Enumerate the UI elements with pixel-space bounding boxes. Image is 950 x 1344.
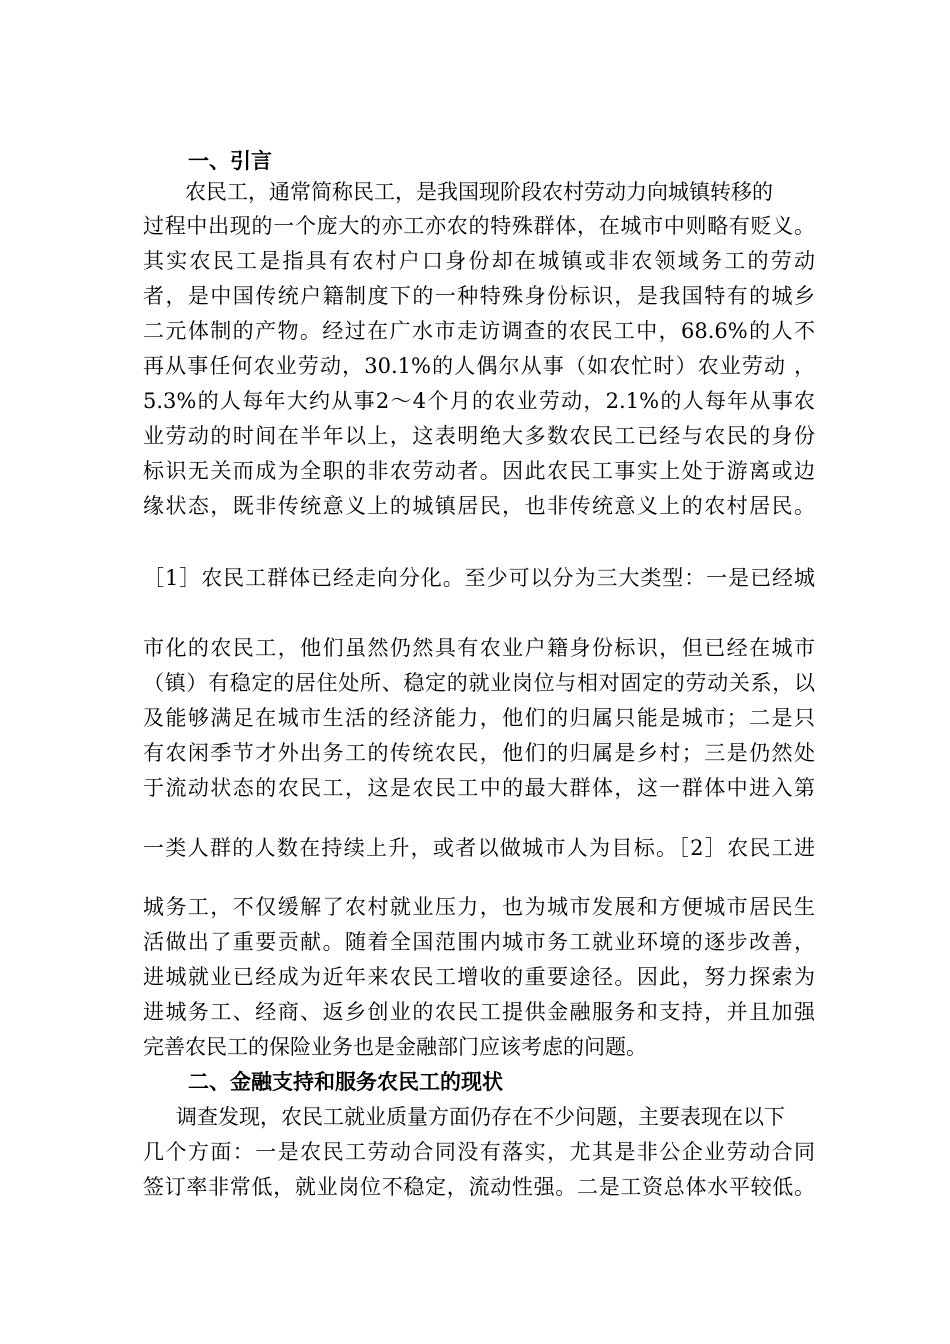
text-line: 进城务工、经商、返乡创业的农民工提供金融服务和支持，并且加强 [143, 1000, 815, 1024]
text-line: 缘状态，既非传统意义上的城镇居民，也非传统意义上的农村居民。 [143, 494, 815, 518]
text-line: 再从事任何农业劳动，30.1%的人偶尔从事（如农忙时）农业劳动 ， [143, 354, 815, 378]
text-line: 活做出了重要贡献。随着全国范围内城市务工就业环境的逐步改善， [143, 930, 815, 954]
text-line-with-citation: ［1］农民工群体已经走向分化。至少可以分为三大类型：一是已经城 [143, 566, 815, 590]
text-line: 5.3%的人每年大约从事2～4个月的农业劳动，2.1%的人每年从事农 [143, 389, 815, 413]
text-line: 市化的农民工，他们虽然仍然具有农业户籍身份标识，但已经在城市 [143, 636, 815, 660]
text-line: 签订率非常低，就业岗位不稳定，流动性强。二是工资总体水平较低。 [143, 1175, 815, 1199]
text-line: 其实农民工是指具有农村户口身份却在城镇或非农领域务工的劳动 [143, 249, 815, 273]
text-line: 标识无关而成为全职的非农劳动者。因此农民工事实上处于游离或边 [143, 459, 815, 483]
section-heading-introduction: 一、引言 [188, 148, 272, 173]
text-line: 及能够满足在城市生活的经济能力，他们的归属只能是城市；二是只 [143, 706, 815, 730]
text-line: 二元体制的产物。经过在广水市走访调查的农民工中，68.6%的人不 [143, 319, 815, 343]
text-line: 城务工，不仅缓解了农村就业压力，也为城市发展和方便城市居民生 [143, 895, 815, 919]
text-line: 调查发现，农民工就业质量方面仍存在不少问题，主要表现在以下 [176, 1105, 785, 1129]
text-line: 几个方面：一是农民工劳动合同没有落实，尤其是非公企业劳动合同 [143, 1140, 815, 1164]
text-line: 农民工，通常简称民工，是我国现阶段农村劳动力向城镇转移的 [185, 180, 773, 204]
text-line-with-citation: 一类人群的人数在持续上升，或者以做城市人为目标。［2］农民工进 [143, 836, 815, 860]
text-line: 过程中出现的一个庞大的亦工亦农的特殊群体，在城市中则略有贬义。 [143, 214, 815, 238]
text-line: 有农闲季节才外出务工的传统农民，他们的归属是乡村；三是仍然处 [143, 741, 815, 765]
text-line: 完善农民工的保险业务也是金融部门应该考虑的问题。 [143, 1035, 647, 1059]
text-line: 者，是中国传统户籍制度下的一种特殊身份标识，是我国特有的城乡 [143, 284, 815, 308]
text-line: （镇）有稳定的居住处所、稳定的就业岗位与相对固定的劳动关系，以 [143, 671, 815, 695]
text-line: 进城就业已经成为近年来农民工增收的重要途径。因此，努力探索为 [143, 965, 815, 989]
text-line: 于流动状态的农民工，这是农民工中的最大群体，这一群体中进入第 [143, 776, 815, 800]
section-heading-status: 二、金融支持和服务农民工的现状 [188, 1069, 503, 1094]
text-line: 业劳动的时间在半年以上，这表明绝大多数农民工已经与农民的身份 [143, 424, 815, 448]
